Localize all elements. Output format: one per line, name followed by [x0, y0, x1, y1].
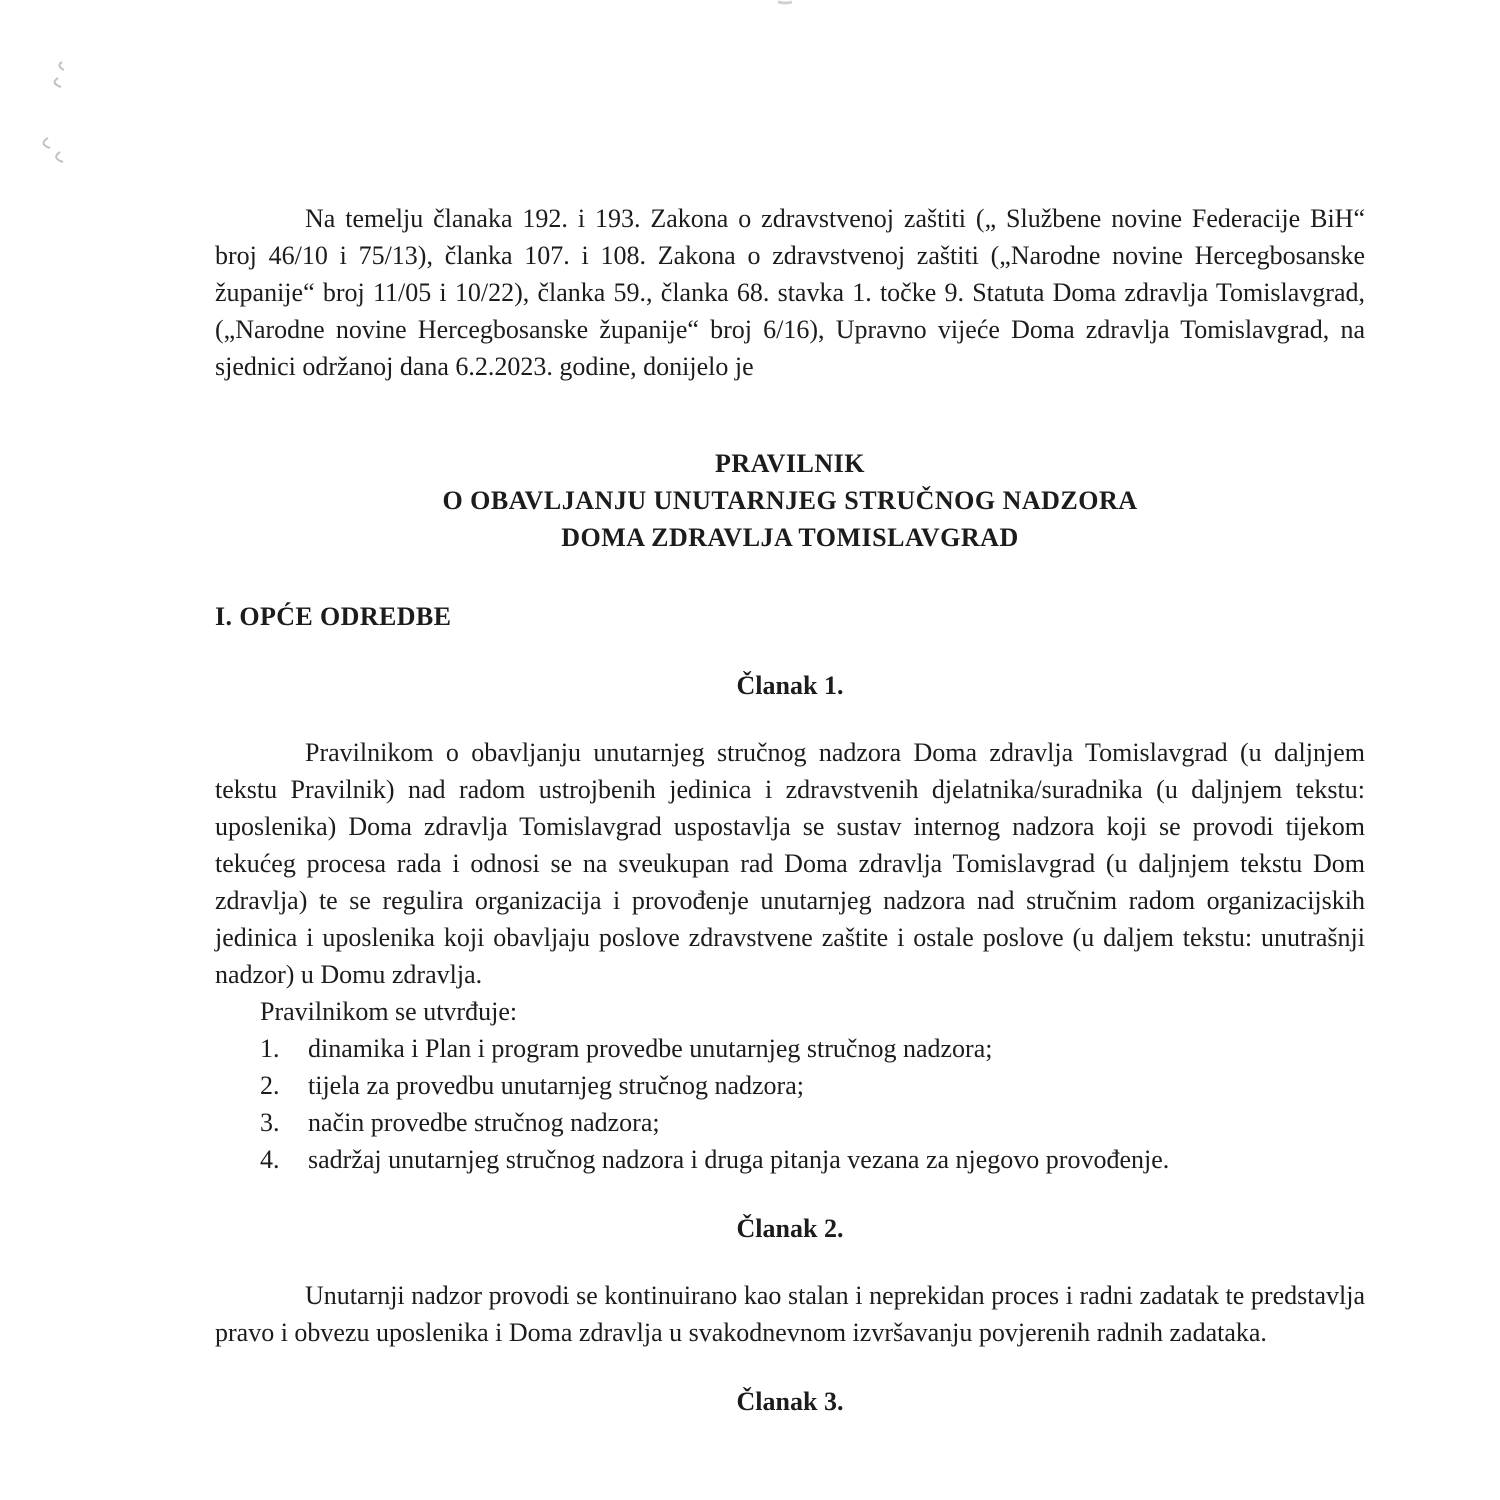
- article-1-numbered-list: [260, 1030, 1365, 1178]
- list-item-number: 4.: [260, 1145, 280, 1174]
- list-item: [260, 1104, 1365, 1141]
- document-body: [215, 200, 1365, 1420]
- article-1-paragraph: Pravilnikom o obavljanju unutarnjeg stručnog nadzora Doma zdravlja Tomislavgrad (u daljnjem tekstu Pravilnik) nad radom ustrojbenih jedinica i zdravstvenih djelatnika/suradnika (u daljnjem tekstu: uposlenika) Doma zdravlja Tomislavgrad uspostavlja se sustav internog nadzora koji se provodi tijekom tekućeg procesa rada i odnosi se na sveukupan rad Doma zdravlja Tomislavgrad (u daljnjem tekstu Dom zdravlja) te se regulira organizacija i provođenje unutarnjeg nadzora nad stručnim radom organizacijskih jedinica i uposlenika koji obavljaju poslove zdravstvene zaštite i ostale poslove (u daljem tekstu: unutrašnji nadzor) u Domu zdravlja.: [215, 738, 1365, 989]
- article-3-heading: Članak 3.: [736, 1387, 844, 1416]
- list-item-number: 3.: [260, 1108, 280, 1137]
- list-item: [260, 1067, 1365, 1104]
- list-item-text: tijela za provedbu unutarnjeg stručnog nadzora;: [308, 1071, 804, 1100]
- article-1-list-intro: Pravilnikom se utvrđuje:: [260, 997, 518, 1026]
- list-item-number: 2.: [260, 1071, 280, 1100]
- list-item-text: način provedbe stručnog nadzora;: [308, 1108, 660, 1137]
- title-line-3: DOMA ZDRAVLJA TOMISLAVGRAD: [561, 523, 1019, 552]
- scan-squiggle-icon: [43, 138, 63, 162]
- scan-squiggle-icon: [55, 62, 64, 87]
- scan-speck-icon: [778, 2, 792, 3]
- article-1-heading: Članak 1.: [736, 671, 844, 700]
- preamble-paragraph: Na temelju članaka 192. i 193. Zakona o zdravstvenoj zaštiti („ Službene novine Federacije BiH“ broj 46/10 i 75/13), članka 107. i 108. Zakona o zdravstvenoj zaštiti („Narodne novine Hercegbosanske županije“ broj 11/05 i 10/22), članka 59., članka 68. stavka 1. točke 9. Statuta Doma zdravlja Tomislavgrad, („Narodne novine Hercegbosanske županije“ broj 6/16), Upravno vijeće Doma zdravlja Tomislavgrad, na sjednici održanoj dana 6.2.2023. godine, donijelo je: [215, 204, 1365, 381]
- scan-artifact-marks: [0, 0, 900, 200]
- list-item-text: sadržaj unutarnjeg stručnog nadzora i druga pitanja vezana za njegovo provođenje.: [308, 1145, 1170, 1174]
- document-title: [215, 445, 1365, 556]
- list-item-text: dinamika i Plan i program provedbe unutarnjeg stručnog nadzora;: [308, 1034, 993, 1063]
- article-2-paragraph: Unutarnji nadzor provodi se kontinuirano kao stalan i neprekidan proces i radni zadatak te predstavlja pravo i obvezu uposlenika i Doma zdravlja u svakodnevnom izvršavanju povjerenih radnih zadataka.: [215, 1281, 1365, 1347]
- article-2-heading: Članak 2.: [736, 1214, 844, 1243]
- list-item-number: 1.: [260, 1034, 280, 1063]
- list-item: [260, 1141, 1365, 1178]
- title-line-1: PRAVILNIK: [715, 449, 865, 478]
- section-heading-opce-odredbe: I. OPĆE ODREDBE: [215, 602, 452, 631]
- list-item: [260, 1030, 1365, 1067]
- title-line-2: O OBAVLJANJU UNUTARNJEG STRUČNOG NADZORA: [442, 486, 1138, 515]
